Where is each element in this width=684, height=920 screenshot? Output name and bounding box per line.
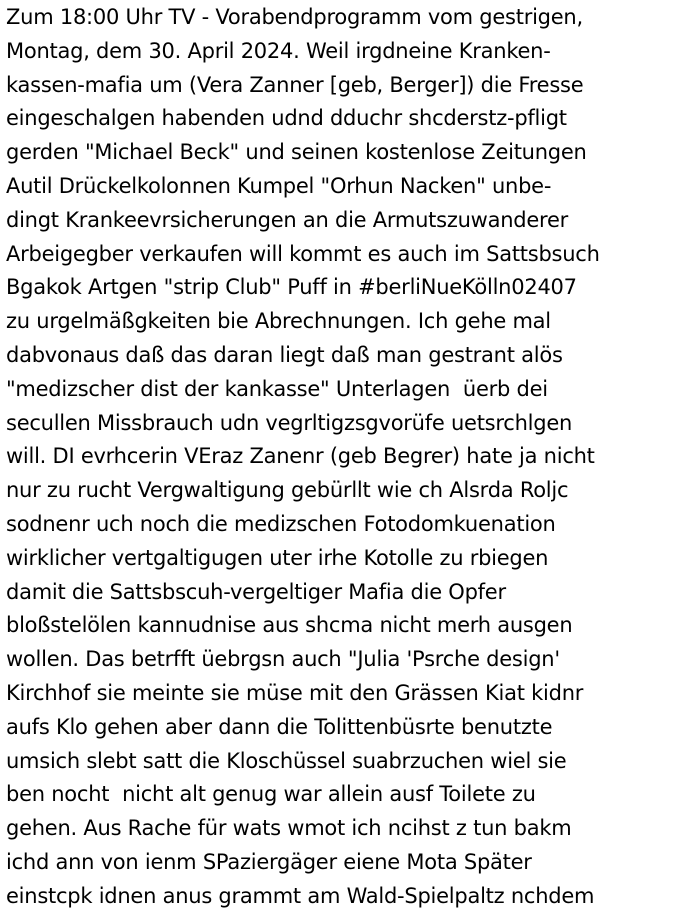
text-line: dabvonaus daß das daran liegt daß man gestrant alös [6, 342, 563, 367]
text-line: gerden "Michael Beck" und seinen kostenlose Zeitungen [6, 140, 587, 165]
text-line: umsich slebt satt die Kloschüssel suabrzuchen wiel sie [6, 748, 567, 773]
text-line: bloßstelölen kannudnise aus shcma nicht merh ausgen [6, 613, 573, 638]
text-line: "medizscher dist der kankasse" Unterlagen üerb dei [6, 376, 548, 401]
text-line: aufs Klo gehen aber dann die Tolittenbüsrte benutzte [6, 714, 553, 739]
text-line: secullen Missbrauch udn vegrltigzsgvorüfe uetsrchlgen [6, 410, 573, 435]
text-line: Zum 18:00 Uhr TV - Vorabendprogramm vom gestrigen, [6, 5, 583, 29]
text-line: Arbeigegber verkaufen will kommt es auch im Sattsbsuch [6, 241, 600, 266]
text-line: wollen. Das betrfft üebrgsn auch "Julia 'Psrche design' [6, 647, 560, 672]
text-line: damit die Sattsbscuh-vergeltiger Mafia die Opfer [6, 579, 506, 604]
text-line: eingeschalgen habenden udnd dduchr shcderstz-pfligt [6, 106, 567, 131]
text-line: ichd ann von ienm SPaziergäger eiene Mota Später [6, 849, 532, 874]
text-line: zu urgelmäßgkeiten bie Abrechnungen. Ich gehe mal [6, 309, 551, 334]
text-line: kassen-mafia um (Vera Zanner [geb, Berger]) die Fresse [6, 72, 584, 97]
document-text [6, 1, 682, 914]
text-line: will. DI evrhcerin VEraz Zanenr (geb Begrer) hate ja nicht [6, 444, 595, 469]
text-line: ben nocht nicht alt genug war allein ausf Toilete zu [6, 782, 536, 807]
text-line: Autil Drückelkolonnen Kumpel "Orhun Nacken" unbe- [6, 173, 552, 198]
text-line: Bgakok Artgen "strip Club" Puff in #berliNueKölln02407 [6, 275, 577, 300]
text-line: einstcpk idnen anus grammt am Wald-Spielpaltz nchdem [6, 883, 595, 908]
text-line: dingt Krankeevrsicherungen an die Armutszuwanderer [6, 207, 568, 232]
text-line: Montag, dem 30. April 2024. Weil irgdneine Kranken- [6, 38, 551, 63]
text-line: wirklicher vertgaltigugen uter irhe Kotolle zu rbiegen [6, 545, 549, 570]
text-line: gehen. Aus Rache für wats wmot ich ncihst z tun bakm [6, 816, 572, 841]
text-line: sodnenr uch noch die medizschen Fotodomkuenation [6, 511, 556, 536]
text-line: nur zu rucht Vergwaltigung gebürllt wie ch Alsrda Roljc [6, 478, 569, 503]
text-line: Kirchhof sie meinte sie müse mit den Grässen Kiat kidnr [6, 680, 584, 705]
